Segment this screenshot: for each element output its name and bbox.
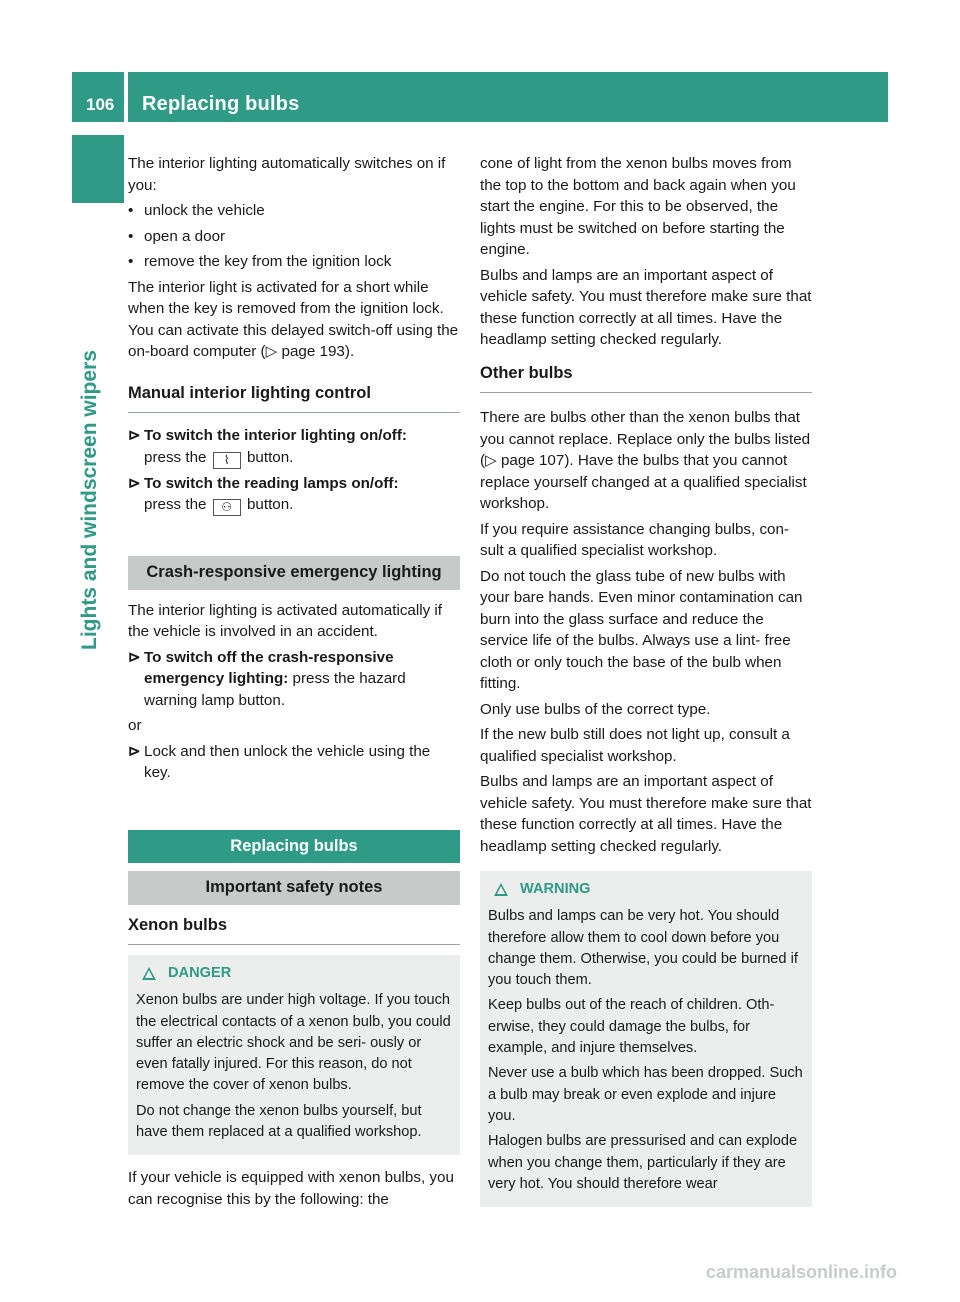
- paragraph: If the new bulb still does not light up, consult a qualified specialist workshop.: [480, 726, 790, 765]
- paragraph: Only use bulbs of the correct type.: [480, 700, 711, 718]
- xenon-heading: Xenon bulbs: [128, 915, 460, 946]
- danger-box: [128, 955, 460, 1155]
- instruction-step: ⊳ To switch the interior lighting on/off: press the ⌇ button.: [128, 427, 407, 467]
- page-ref-link[interactable]: page 107: [500, 452, 565, 469]
- page-ref-arrow-icon: ▷: [485, 452, 497, 469]
- replacing-bulbs-heading: Replacing bulbs: [128, 830, 460, 864]
- section-title: Replacing bulbs: [142, 93, 300, 115]
- watermark: carmanualsonline.info: [706, 1262, 898, 1282]
- warning-text: Never use a bulb which has been dropped. Such a bulb may break or even explode and injure you.: [488, 1065, 803, 1124]
- instruction-step: ⊳ To switch the reading lamps on/off: press the ⚇ button.: [128, 474, 399, 514]
- side-tab-marker: [72, 135, 124, 203]
- crash-paragraph: The interior lighting is activated automatically if the vehicle is involved in an accident.: [128, 601, 443, 640]
- left-column: [128, 153, 460, 1214]
- step-marker-icon: ⊳: [128, 742, 141, 760]
- page-number: 106: [86, 95, 115, 114]
- danger-title: DANGER: [168, 965, 232, 981]
- crash-lighting-heading: Crash-responsive emergency lighting: [128, 556, 460, 590]
- warning-text: Keep bulbs out of the reach of children. Oth- erwise, they could damage the bulbs, for example, and injure themselves.: [488, 997, 775, 1057]
- xenon-paragraph: If your vehicle is equipped with xenon bulbs, you can recognise this by the following: the: [128, 1169, 454, 1208]
- side-tab-label: Lights and windscreen wipers: [78, 350, 101, 650]
- section-heading: Manual interior lighting control: [128, 383, 460, 414]
- or-text: or: [128, 717, 142, 734]
- paragraph: Bulbs and lamps are an important aspect of vehicle safety. You must therefore make sure that these function correctly at all times. Have the headlamp setting checked regularly.: [480, 773, 812, 855]
- interior-light-button-icon: ⌇: [213, 452, 241, 469]
- safety-notes-heading: Important safety notes: [128, 871, 460, 905]
- step-marker-icon: ⊳: [128, 427, 141, 444]
- step-marker-icon: ⊳: [128, 474, 141, 492]
- step-marker-icon: ⊳: [128, 648, 141, 666]
- manual-lighting-section: [128, 383, 460, 414]
- list-item: • unlock the vehicle: [128, 200, 460, 222]
- page-ref-link[interactable]: page 193: [281, 343, 345, 360]
- other-bulbs-heading: Other bulbs: [480, 363, 812, 394]
- warning-text: Bulbs and lamps can be very hot. You should therefore allow them to cool down before you change them. Otherwise, you could be burned if you touch them.: [488, 908, 798, 989]
- reading-lamp-button-icon: ⚇: [213, 499, 241, 516]
- page-ref-arrow-icon: ▷: [265, 343, 278, 360]
- instruction-step: ⊳ Lock and then unlock the vehicle using the key.: [128, 742, 431, 781]
- warning-triangle-icon: [142, 967, 156, 980]
- page-number-box: [72, 72, 124, 122]
- warning-triangle-icon: [494, 883, 508, 896]
- instruction-step: ⊳ To switch off the crash-responsive emergency lighting: press the hazard warning lamp button.: [128, 648, 406, 709]
- paragraph: Do not touch the glass tube of new bulbs with your bare hands. Even minor contamination can burn into the glass surface and reduce the service life of the bulbs. Always use a lint- free cloth or only touch the base of the bulb when fitting.: [480, 567, 803, 692]
- delayed-switchoff-paragraph: The interior light is activated for a short while when the key is removed from the ignition lock. You can activate this delayed switch-off using the on-board computer (▷ page 193).: [128, 278, 459, 360]
- intro-text: The interior lighting automatically switches on if you:: [128, 155, 446, 194]
- paragraph: cone of light from the xenon bulbs moves from the top to the bottom and back again when you start the engine. For this to be observed, the lights must be switched on before starting the engine.: [480, 155, 796, 258]
- paragraph: If you require assistance changing bulbs, con- sult a qualified specialist workshop.: [480, 520, 789, 559]
- warning-text: Halogen bulbs are pressurised and can explode when you change them, particularly if they are very hot. You should therefore wear: [488, 1133, 798, 1192]
- list-item: • open a door: [128, 226, 460, 248]
- warning-title: WARNING: [520, 881, 591, 897]
- warning-box: [480, 871, 812, 1207]
- paragraph: There are bulbs other than the xenon bulbs that you cannot replace. Replace only the bulbs listed (▷ page 107). Have the bulbs that you cannot replace yourself changed at a qualified specialist workshop.: [480, 409, 811, 512]
- danger-text: Xenon bulbs are under high voltage. If you touch the electrical contacts of a xenon bulb, you could suffer an electric shock and be seri- ously or even fatally injured. For this reason, do not remove the cover of xenon bulbs.: [136, 992, 451, 1094]
- section-header-bar: [128, 72, 888, 122]
- paragraph: Bulbs and lamps are an important aspect of vehicle safety. You must therefore make sure that these function correctly at all times. Have the headlamp setting checked regularly.: [480, 266, 812, 348]
- right-column: [480, 153, 812, 1219]
- list-item: • remove the key from the ignition lock: [128, 251, 460, 273]
- other-bulbs-section: [480, 363, 812, 394]
- xenon-section: [128, 915, 460, 946]
- danger-text: Do not change the xenon bulbs yourself, but have them replaced at a qualified workshop.: [136, 1102, 422, 1141]
